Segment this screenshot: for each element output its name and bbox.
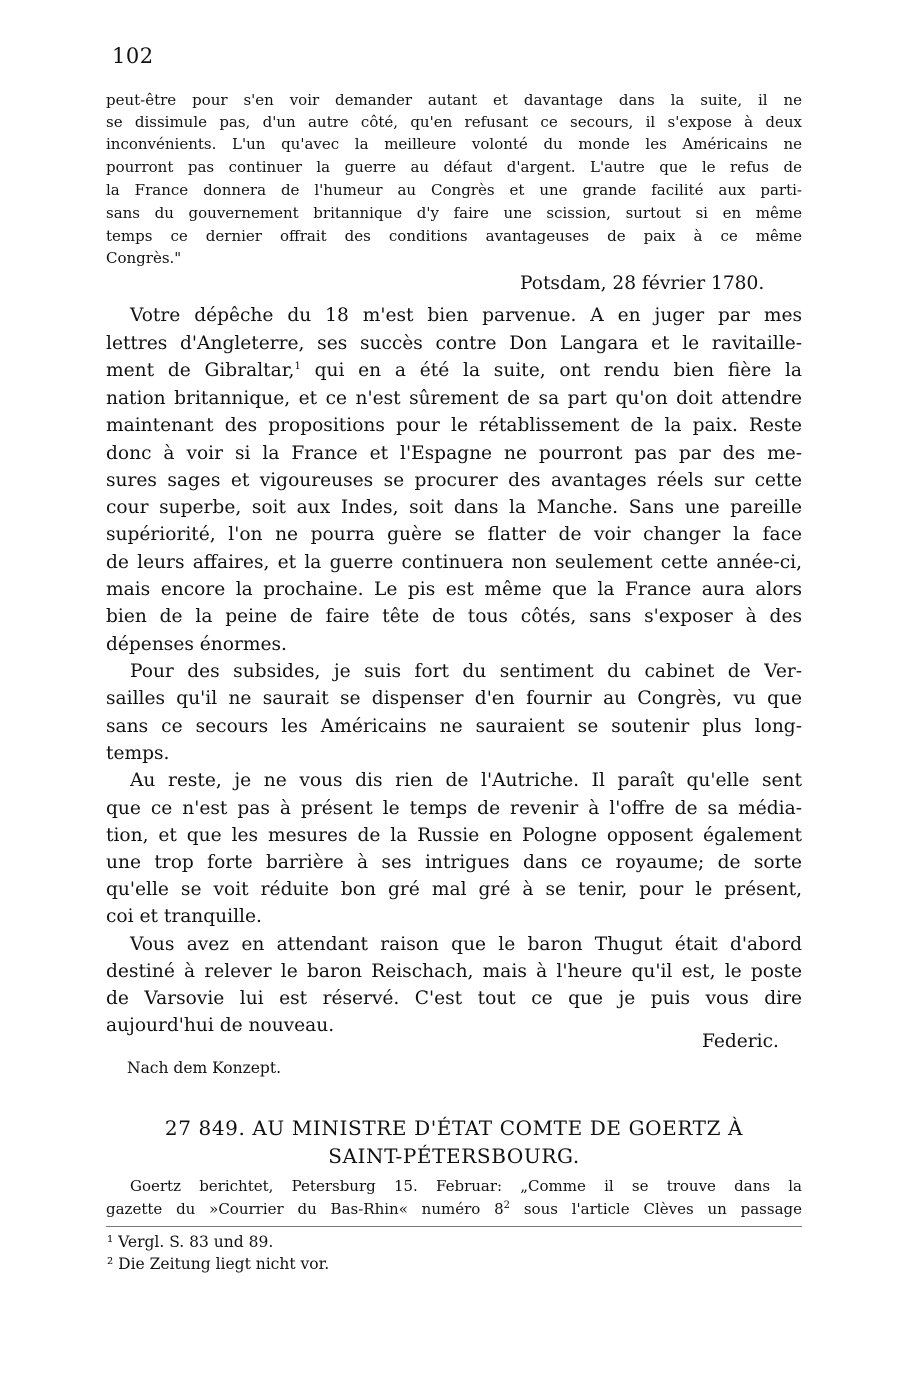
letter-line: Votre dépêche du 18 m'est bien parvenue. A en juger par mes <box>130 305 802 326</box>
footnote-reference: 2 <box>503 1200 511 1211</box>
page-number: 102 <box>112 44 154 68</box>
letter-line: coi et tranquille. <box>106 906 262 927</box>
document-heading: 27 849. AU MINISTRE D'ÉTAT COMTE DE GOERTZ À <box>164 1116 744 1140</box>
quote-line: peut-être pour s'en voir demander autant et davantage dans la suite, il ne <box>106 91 802 109</box>
letter-line: mais encore la prochaine. Le pis est même que la France aura alors <box>106 579 802 600</box>
letter-line: que ce n'est pas à présent le temps de revenir à l'offre de sa média- <box>106 798 802 819</box>
letter-line: nation britannique, et ce n'est sûrement de sa part qu'on doit attendre <box>106 388 802 409</box>
letter-line: dépenses énormes. <box>106 634 287 655</box>
letter-line-part: qui en a été la suite, ont rendu bien fière la <box>300 360 802 381</box>
letter-line: tion, et que les mesures de la Russie en Pologne opposent également <box>106 825 802 846</box>
quote-line: temps ce dernier offrait des conditions avantageuses de paix à ce même <box>106 227 802 245</box>
letter-line: aujourd'hui de nouveau. <box>106 1015 335 1036</box>
letter-line: cour superbe, soit aux Indes, soit dans la Manche. Sans une pareille <box>106 497 802 518</box>
source-note: Nach dem Konzept. <box>127 1059 282 1077</box>
footnote-reference: 1 <box>294 360 301 372</box>
quote-line: la France donnera de l'humeur au Congrès et une grande facilité aux parti- <box>106 181 802 199</box>
letter-line: bien de la peine de faire tête de tous côtés, sans s'exposer à des <box>106 606 802 627</box>
quote-line: inconvénients. L'un qu'avec la meilleure volonté du monde les Américains ne <box>106 135 802 153</box>
letter-line: Pour des subsides, je suis fort du sentiment du cabinet de Ver- <box>130 661 802 682</box>
quote-line: Congrès." <box>106 249 182 267</box>
letter-line: lettres d'Angleterre, ses succès contre Don Langara et le ravitaille- <box>106 333 802 354</box>
quote-line: pourront pas continuer la guerre au défaut d'argent. L'autre que le refus de <box>106 158 802 176</box>
letter-line: qu'elle se voit réduite bon gré mal gré à se tenir, pour le présent, <box>106 879 802 900</box>
document-heading: SAINT-PÉTERSBOURG. <box>328 1144 580 1168</box>
letter-line: de leurs affaires, et la guerre continuera non seulement cette année-ci, <box>106 552 802 573</box>
letter-line: une trop forte barrière à ses intrigues dans ce royaume; de sorte <box>106 852 802 873</box>
letter-line <box>106 360 802 381</box>
quote-line: se dissimule pas, d'un autre côté, qu'en refusant ce secours, il s'expose à deux <box>106 113 802 131</box>
summary-line: Goertz berichtet, Petersburg 15. Februar: „Comme il se trouve dans la <box>130 1177 802 1195</box>
summary-line-part: gazette du »Courrier du Bas-Rhin« numéro 8 <box>106 1200 504 1218</box>
letter-line: sailles qu'il ne saurait se dispenser d'en fournir au Congrès, vu que <box>106 688 802 709</box>
dateline: Potsdam, 28 février 1780. <box>520 273 765 294</box>
summary-line-part: sous l'article Clèves un passage <box>510 1200 802 1218</box>
summary-line <box>106 1200 802 1218</box>
letter-line: donc à voir si la France et l'Espagne ne pourront pas par des me- <box>106 443 802 464</box>
letter-line: sures sages et vigoureuses se procurer des avantages réels sur cette <box>106 470 802 491</box>
signature: Federic. <box>702 1031 779 1052</box>
letter-line: Vous avez en attendant raison que le baron Thugut était d'abord <box>130 934 802 955</box>
footnote: ¹ Vergl. S. 83 und 89. <box>107 1233 274 1251</box>
letter-line: maintenant des propositions pour le rétablissement de la paix. Reste <box>106 415 802 436</box>
letter-line: sans ce secours les Américains ne sauraient se soutenir plus long- <box>106 716 802 737</box>
letter-line-part: ment de Gibraltar, <box>106 360 295 381</box>
footnote-rule <box>106 1226 802 1227</box>
quote-line: sans du gouvernement britannique d'y faire une scission, surtout si en même <box>106 204 802 222</box>
letter-line: temps. <box>106 743 170 764</box>
letter-line: Au reste, je ne vous dis rien de l'Autriche. Il paraît qu'elle sent <box>130 770 802 791</box>
letter-line: supériorité, l'on ne pourra guère se flatter de voir changer la face <box>106 524 802 545</box>
letter-line: de Varsovie lui est réservé. C'est tout ce que je puis vous dire <box>106 988 802 1009</box>
footnote: ² Die Zeitung liegt nicht vor. <box>107 1255 330 1273</box>
letter-line: destiné à relever le baron Reischach, mais à l'heure qu'il est, le poste <box>106 961 802 982</box>
